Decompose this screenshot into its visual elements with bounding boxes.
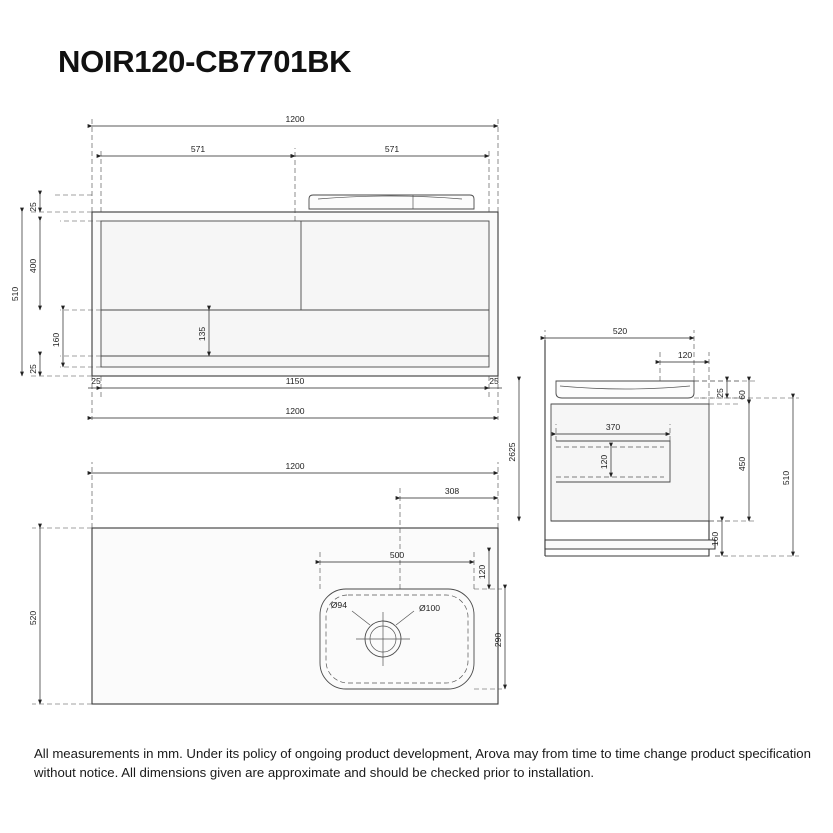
dim-front-inset-right: 25 xyxy=(489,376,499,386)
front-cabinet-inner xyxy=(101,221,489,367)
dim-side-basin-depth: 120 xyxy=(677,350,693,360)
dim-front-overall-width: 1200 xyxy=(285,114,305,124)
disclaimer-note: All measurements in mm. Under its policy of ongoing product development, Arova may from time to time change product specification without notice. All dimensions given are approximate and should be checked prior to installation. xyxy=(34,746,811,780)
dim-side-overall-depth: 520 xyxy=(612,326,628,336)
dim-side-carcass-height: 450 xyxy=(737,456,747,472)
plan-countertop xyxy=(92,528,498,704)
dim-front-overall-width-bottom: 1200 xyxy=(285,406,305,416)
dim-front-handle-height: 135 xyxy=(197,326,207,342)
dim-side-wall-height: 2625 xyxy=(507,442,517,462)
side-plinth xyxy=(545,521,709,556)
dim-plan-overall-depth: 520 xyxy=(28,610,38,626)
dim-front-half-right: 571 xyxy=(384,144,400,154)
dim-front-inset-left: 25 xyxy=(91,376,101,386)
side-carcass xyxy=(551,404,709,521)
dim-side-plinth-height: 160 xyxy=(710,531,720,547)
dim-plan-basin-offset-rear: 120 xyxy=(477,564,487,580)
dim-side-basin-lip: 25 xyxy=(715,388,725,398)
dim-front-top-offset: 25 xyxy=(28,202,38,212)
side-base-plate xyxy=(545,540,715,549)
dim-plan-edge-to-basin: 308 xyxy=(444,486,460,496)
dim-front-half-left: 571 xyxy=(190,144,206,154)
page-title: NOIR120-CB7701BK xyxy=(58,44,352,79)
dim-waste-outer: Ø100 xyxy=(419,603,441,613)
side-basin xyxy=(556,381,694,398)
dim-front-drawer-lower-small: 25 xyxy=(28,364,38,374)
dim-front-overall-height: 510 xyxy=(10,286,20,302)
dim-plan-basin-depth-inner: 290 xyxy=(493,632,503,648)
dim-plan-basin-width: 500 xyxy=(389,550,405,560)
dim-plan-overall-width: 1200 xyxy=(285,461,305,471)
dim-front-drawer-upper: 400 xyxy=(28,258,38,274)
dim-side-overall-height: 510 xyxy=(781,470,791,486)
dim-front-inner-width: 1150 xyxy=(285,376,305,386)
dim-waste-inner: Ø94 xyxy=(330,600,347,610)
front-basin xyxy=(309,195,474,209)
dim-side-shelf-depth: 370 xyxy=(605,422,621,432)
dim-side-shelf-height: 120 xyxy=(599,454,609,470)
dim-front-drawer-lower: 160 xyxy=(51,332,61,348)
dim-side-basin-height: 60 xyxy=(737,390,747,400)
